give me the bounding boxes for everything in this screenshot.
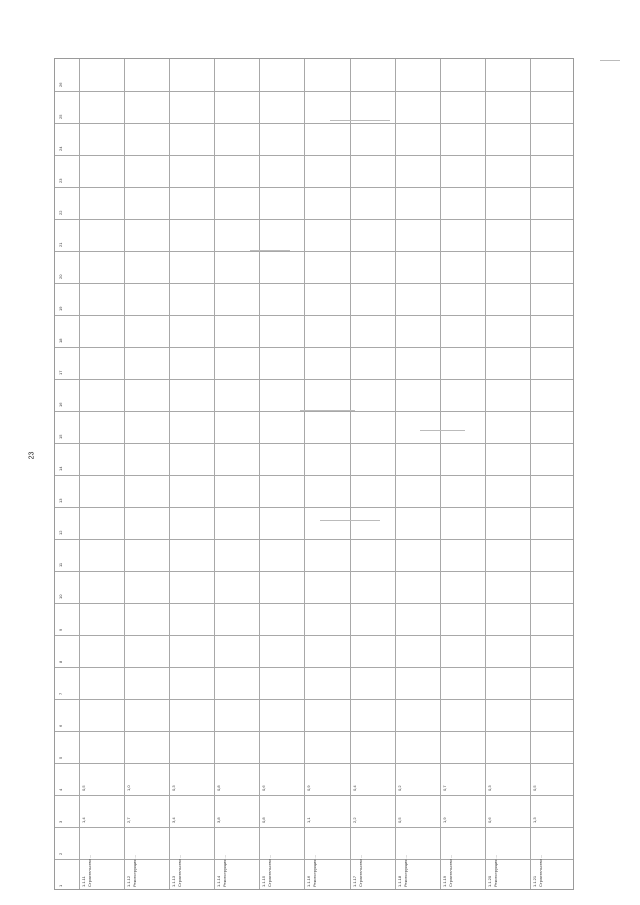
row-id: 1.1.13 [171,875,177,887]
row-value: 0,5 [396,817,402,823]
table-column-divider [55,699,573,700]
column-number: 13 [58,498,63,503]
row-id: 1.1.14 [216,875,222,887]
column-number: 16 [58,402,63,407]
row-value: 0,3 [486,785,492,791]
row-label: Реконструкция ... [312,855,318,887]
row-value: 1,0 [126,785,132,791]
row-value: 0,4 [351,785,357,791]
column-number: 3 [58,820,63,823]
table-column-divider [55,667,573,668]
row-label: Строительство ... [537,854,543,887]
row-label: Строительство ... [267,854,273,887]
row-value: 0,8 [216,785,222,791]
row-value: 0,2 [396,785,402,791]
column-number: 11 [58,562,63,567]
row-label: Строительство ... [177,854,183,887]
row-value: 2,7 [126,817,132,823]
table-column-divider [55,731,573,732]
row-label: Строительство ... [357,854,363,887]
table-column-divider [55,315,573,316]
row-value: 0,6 [486,817,492,823]
table-column-divider [55,91,573,92]
row-value: 0,3 [171,785,177,791]
row-id: 1.1.11 [81,876,86,887]
row-value: 0,5 [531,785,537,791]
scan-artifact-line [600,60,620,61]
table-column-divider [55,539,573,540]
row-id: 1.1.15 [261,875,267,887]
column-number: 5 [58,756,63,759]
row-value: 0,7 [441,785,447,791]
column-number: 18 [58,338,63,343]
table-column-divider [55,475,573,476]
table-row-divider [350,59,351,889]
table-column-divider [55,187,573,188]
row-id: 1.1.16 [306,875,312,887]
table-column-divider [55,155,573,156]
table-column-divider [55,219,573,220]
column-number: 2 [58,852,63,855]
row-label: Строительство ... [447,854,453,887]
table-column-divider [55,283,573,284]
row-value: 0,9 [306,785,312,791]
column-number: 20 [58,274,63,279]
row-id: 1.1.20 [486,875,492,887]
column-number: 17 [58,370,63,375]
table-row-divider [169,59,170,889]
table-column-divider [55,347,573,348]
table-row-divider [440,59,441,889]
column-number: 19 [58,306,63,311]
table-column-divider [55,443,573,444]
column-number: 6 [58,724,63,727]
table-row-divider [304,59,305,889]
table-column-divider [55,379,573,380]
page-number: 23 [28,451,36,460]
row-id: 1.1.17 [351,875,357,887]
column-number: 9 [58,628,63,631]
data-table [54,58,574,890]
table-column-divider [55,603,573,604]
column-number: 7 [58,692,63,695]
table-row-divider [485,59,486,889]
table-column-divider [55,507,573,508]
row-value: 3,8 [216,817,222,823]
table-column-divider [55,411,573,412]
table-column-divider [55,827,573,828]
column-number: 10 [58,594,63,599]
row-label: Реконструкция ... [222,855,228,887]
column-number: 26 [58,82,63,87]
table-row-divider [214,59,215,889]
table-column-divider [55,571,573,572]
column-number: 14 [58,466,63,471]
table-column-divider [55,251,573,252]
row-value: 1,3 [531,817,537,823]
column-number: 8 [58,660,63,663]
row-value: 3,4 [171,817,177,823]
column-number: 23 [58,178,63,183]
row-label: Строительство ... [87,854,92,887]
row-value: 0,6 [261,785,267,791]
row-value: 2,2 [351,817,357,823]
table-column-divider [55,635,573,636]
row-value: 0,5 [81,785,86,791]
table-row-divider [124,59,125,889]
column-number: 22 [58,210,63,215]
column-number: 1 [58,884,63,887]
row-label: Реконструкция ... [492,855,498,887]
table-row-divider [530,59,531,889]
table-row-divider [259,59,260,889]
row-value: 0,8 [261,817,267,823]
column-number: 25 [58,114,63,119]
table-column-divider [55,795,573,796]
scan-artifact-line [420,430,465,431]
row-id: 1.1.19 [441,875,447,887]
column-number: 4 [58,788,63,791]
row-label: Реконструкция ... [132,855,138,887]
column-number: 12 [58,530,63,535]
row-id: 1.1.12 [126,875,132,887]
scan-artifact-line [320,520,380,521]
column-number: 21 [58,242,63,247]
row-id: 1.1.18 [396,875,402,887]
table-column-divider [55,763,573,764]
column-number: 15 [58,434,63,439]
table-row-divider [395,59,396,889]
row-label: Реконструкция ... [402,855,408,887]
row-value: 1,1 [306,817,312,823]
scan-artifact-line [250,250,290,251]
column-number: 24 [58,146,63,151]
scan-artifact-line [300,410,355,411]
row-id: 1.1.21 [531,875,537,887]
row-value: 1,9 [441,817,447,823]
header-divider [79,59,80,889]
scan-artifact-line [330,120,390,121]
table-column-divider [55,123,573,124]
row-value: 1,4 [81,817,86,823]
